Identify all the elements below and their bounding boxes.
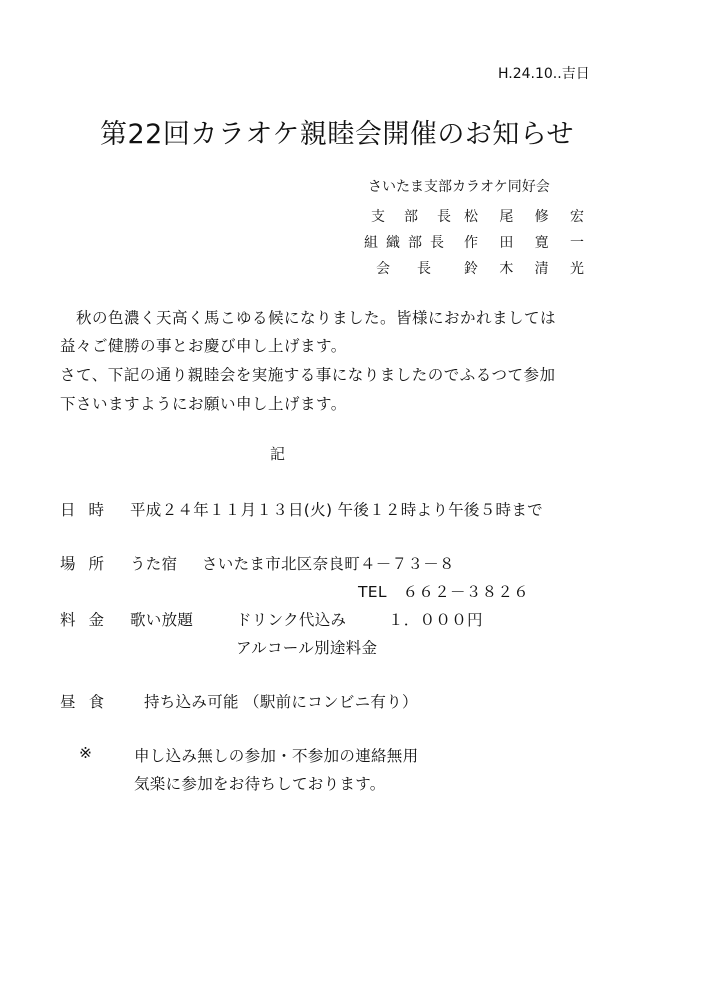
note-mark: ※ (79, 744, 92, 762)
datetime-value: 平成２４年１１月１３日(火) 午後１２時より午後５時まで (130, 501, 543, 519)
officer-role: 組織部長 (364, 235, 444, 251)
officer-role: 会長 (376, 261, 431, 277)
fee-extra: アルコール別途料金 (236, 639, 378, 657)
ki-heading: 記 (270, 445, 286, 463)
fee-drink: ドリンク代込み (236, 611, 347, 629)
body-text-line: 下さいますようにお願い申し上げます。 (60, 395, 347, 413)
venue-phone: TEL ６６２－３８２６ (358, 583, 529, 601)
place-label: 場所 (60, 555, 104, 573)
officer-row (371, 206, 586, 224)
officer-row (364, 232, 586, 250)
officer-row (376, 258, 586, 276)
organization-name: さいたま支部カラオケ同好会 (368, 179, 550, 195)
lunch-label: 昼食 (60, 693, 104, 711)
lunch-value: 持ち込み可能 （駅前にコンビニ有り） (144, 693, 418, 711)
page-title: 第22回カラオケ親睦会開催のお知らせ (100, 119, 575, 150)
officer-role: 支部長 (371, 209, 451, 225)
fee-amount: １．０００円 (388, 611, 483, 629)
body-text-line: 秋の色濃く天高く馬こゆる候になりました。皆様におかれましては (76, 309, 557, 327)
venue-address: さいたま市北区奈良町４－７３－８ (202, 555, 455, 573)
officer-name: 鈴木清光 (464, 261, 584, 277)
body-text-line: さて、下記の通り親睦会を実施する事になりましたのでふるつて参加 (60, 366, 556, 384)
datetime-label: 日時 (60, 501, 104, 519)
note-line: 申し込み無しの参加・不参加の連絡無用 (134, 747, 419, 765)
officer-name: 松尾修宏 (464, 209, 584, 225)
officer-name: 作田寛一 (464, 235, 584, 251)
venue-name: うた宿 (130, 555, 178, 573)
issue-date: H.24.10..吉日 (498, 66, 590, 82)
fee-label: 料金 (60, 611, 104, 629)
body-text-line: 益々ご健勝の事とお慶び申し上げます。 (60, 337, 347, 355)
note-line: 気楽に参加をお待ちしております。 (134, 775, 386, 793)
fee-plan: 歌い放題 (130, 611, 194, 629)
